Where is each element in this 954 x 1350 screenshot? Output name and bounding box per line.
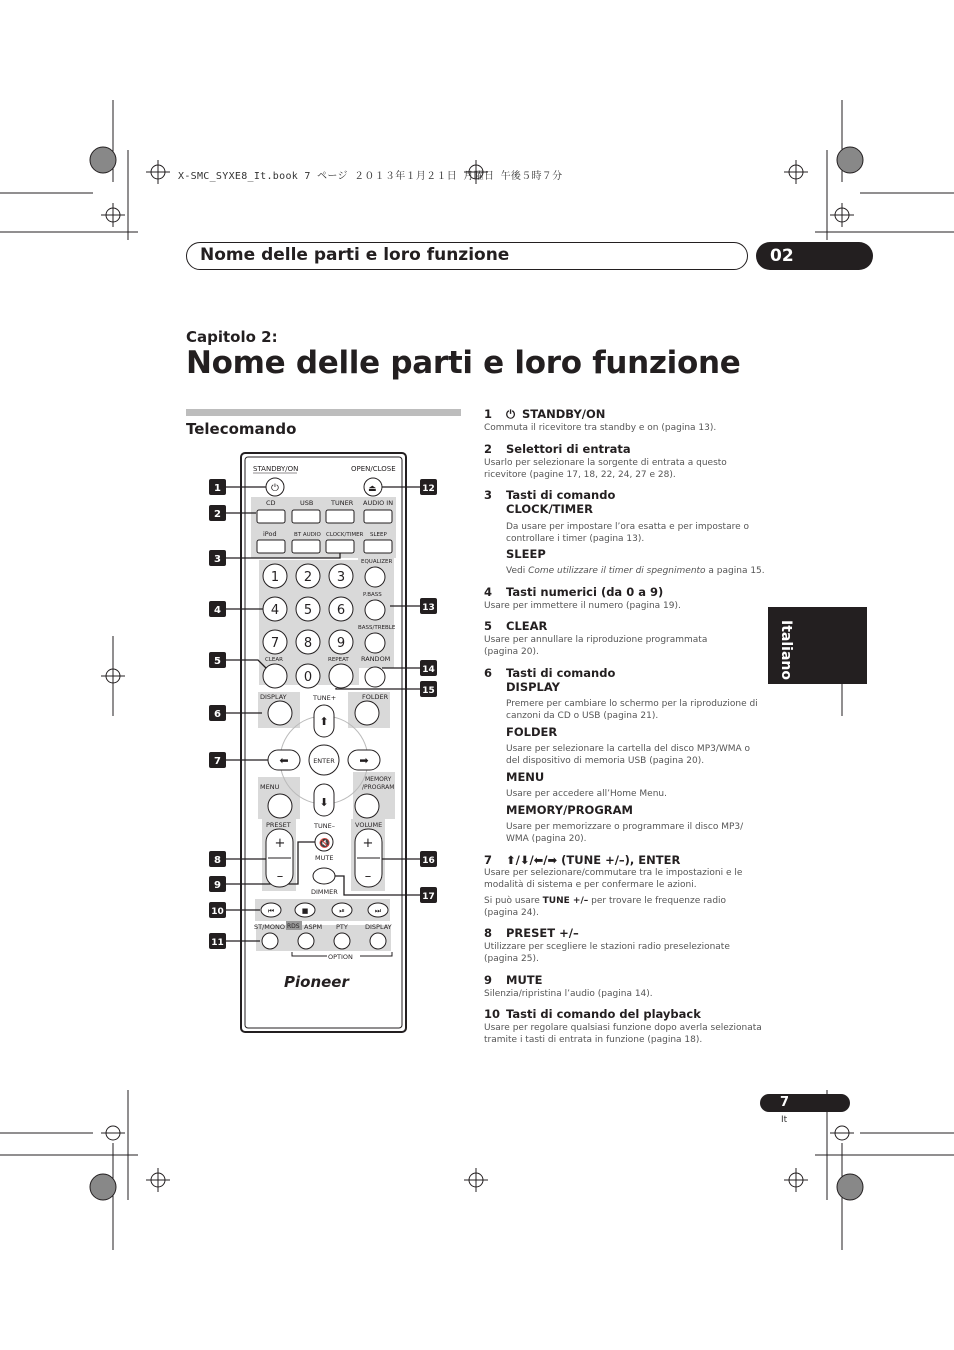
remote-illustration <box>200 450 460 1040</box>
preset-minus: – <box>276 869 284 884</box>
svg-text:⏏: ⏏ <box>368 484 377 494</box>
callout-11: 11 <box>211 938 224 948</box>
digit-9: 9 <box>336 636 346 651</box>
volume-plus: + <box>362 836 374 851</box>
item-9-desc: Silenzia/ripristina l’audio (pagina 14). <box>484 989 653 999</box>
label-sleep: SLEEP <box>370 532 387 538</box>
label-usb: USB <box>300 499 314 507</box>
svg-text:⬇: ⬇ <box>319 796 329 809</box>
item-6-heading: 6 Tasti di comando <box>484 666 616 680</box>
digit-7: 7 <box>270 636 280 651</box>
chapter-label: Capitolo 2: <box>186 328 278 346</box>
item-8-desc: Utilizzare per scegliere le stazioni radio preselezionate (pagina 25). <box>484 942 730 964</box>
item-4-desc: Usare per immettere il numero (pagina 19). <box>484 601 681 611</box>
item-3-subheading-clock: CLOCK/TIMER <box>506 502 593 516</box>
page-language: It <box>781 1115 788 1125</box>
digit-8: 8 <box>303 636 313 651</box>
label-random: RANDOM <box>361 655 391 663</box>
item-1-desc: Commuta il ricevitore tra standby e on (pagina 13). <box>484 423 717 433</box>
callout-12: 12 <box>422 484 435 494</box>
callout-6: 6 <box>214 709 221 720</box>
label-tuner: TUNER <box>331 499 354 507</box>
label-menu: MENU <box>260 783 280 791</box>
label-tune-minus: TUNE– <box>314 822 335 830</box>
item-4-heading: 4 Tasti numerici (da 0 a 9) <box>484 585 664 599</box>
label-repeat: REPEAT <box>328 657 349 663</box>
item-1-heading: 1 ⏻ STANDBY/ON <box>484 407 606 421</box>
item-8-heading: 8 PRESET +/– <box>484 926 579 940</box>
item-3-desc-sleep: Vedi Come utilizzare il timer di spegnimento a pagina 15. <box>506 566 765 576</box>
callout-16: 16 <box>422 856 435 866</box>
item-10-desc: Usare per regolare qualsiasi funzione dopo averla selezionata tramite i tasti di entrata in funzione (pagina 18). <box>484 1023 762 1045</box>
label-pbass: P.BASS <box>363 592 382 598</box>
label-dimmer: DIMMER <box>311 888 338 896</box>
digit-1: 1 <box>270 570 280 585</box>
volume-minus: – <box>364 869 372 884</box>
callout-1: 1 <box>214 483 221 494</box>
callout-7: 7 <box>214 756 221 767</box>
callout-10: 10 <box>211 907 224 917</box>
digit-0: 0 <box>303 670 313 685</box>
callout-2: 2 <box>214 509 221 520</box>
label-option: OPTION <box>328 953 353 961</box>
label-program: /PROGRAM <box>362 784 395 791</box>
item-7-extra: Si può usare TUNE +/– per trovare le frequenze radio (pagina 24). <box>484 896 727 918</box>
label-st-mono: ST/MONO <box>254 923 285 931</box>
item-3-desc-clock: Da usare per impostare l’ora esatta e per impostare o controllare i timer (pagina 13). <box>506 522 749 544</box>
item-7-desc: Usare per selezionare/commutare tra le impostazioni e le modalità di sistema e per confermare le azioni. <box>484 868 743 890</box>
power-icon: ⏻ <box>506 407 516 421</box>
svg-text:⬆: ⬆ <box>319 715 329 728</box>
label-cd: CD <box>266 499 276 507</box>
svg-text:⏯: ⏯ <box>339 907 345 915</box>
label-audio-in: AUDIO IN <box>363 499 394 507</box>
digit-6: 6 <box>336 603 346 618</box>
digit-5: 5 <box>303 603 313 618</box>
label-ipod: iPod <box>263 530 277 538</box>
svg-text:➡: ➡ <box>359 754 369 767</box>
page-number: 7 <box>780 1095 790 1110</box>
label-enter: ENTER <box>313 757 335 765</box>
item-5-desc: Usare per annullare la riproduzione programmata (pagina 20). <box>484 635 708 657</box>
preset-plus: + <box>274 836 286 851</box>
label-open-close: OPEN/CLOSE <box>351 465 396 473</box>
label-standby: STANDBY/ON <box>253 465 299 473</box>
label-equalizer: EQUALIZER <box>361 559 393 565</box>
label-display: DISPLAY <box>260 693 287 701</box>
item-5-heading: 5 CLEAR <box>484 619 548 633</box>
item-6-subheading-menu: MENU <box>506 770 545 784</box>
item-3-heading: 3 Tasti di comando <box>484 488 616 502</box>
svg-text:🔇: 🔇 <box>319 839 331 849</box>
digit-2: 2 <box>303 570 313 585</box>
svg-text:⏭: ⏭ <box>374 907 382 915</box>
svg-text:⬅: ⬅ <box>279 754 289 767</box>
label-volume: VOLUME <box>355 821 383 829</box>
callout-5: 5 <box>214 656 221 667</box>
page-number-pill <box>760 1094 850 1112</box>
digit-4: 4 <box>270 603 280 618</box>
label-bass-treble: BASS/TREBLE <box>358 625 396 631</box>
item-6-subheading-memory: MEMORY/PROGRAM <box>506 803 633 817</box>
item-9-heading: 9 MUTE <box>484 973 543 987</box>
item-3-subheading-sleep: SLEEP <box>506 547 546 561</box>
section-title: Telecomando <box>186 420 297 438</box>
item-6-desc-display: Premere per cambiare lo schermo per la riproduzione di canzoni da CD o USB (pagina 21). <box>506 699 758 721</box>
label-display-2: DISPLAY <box>365 923 392 931</box>
file-info-line: X-SMC_SYXE8_It.book 7 ページ ２０１３年１月２１日 月曜日 午後５時７分 <box>178 171 563 182</box>
brand-logo: Pioneer <box>284 973 349 991</box>
label-preset: PRESET <box>266 821 291 829</box>
item-10-heading: 10 Tasti di comando del playback <box>484 1007 701 1021</box>
label-tune-plus: TUNE+ <box>313 694 337 702</box>
item-6-desc-folder: Usare per selezionare la cartella del disco MP3/WMA o del dispositivo di memoria USB (pagina 20). <box>506 744 751 766</box>
item-6-desc-menu: Usare per accedere all’Home Menu. <box>506 789 667 799</box>
arrow-keys-icon: ⬆/⬇/⬅/➡ <box>506 853 562 867</box>
item-6-desc-memory: Usare per memorizzare o programmare il disco MP3/ WMA (pagina 20). <box>506 822 744 844</box>
item-7-heading: 7 ⬆/⬇/⬅/➡ (TUNE +/–), ENTER <box>484 853 681 867</box>
label-memory: MEMORY <box>365 776 392 783</box>
label-folder: FOLDER <box>362 693 389 701</box>
chapter-number: 02 <box>756 242 873 270</box>
label-bt-audio: BT AUDIO <box>294 532 321 538</box>
svg-text:⏮: ⏮ <box>267 907 275 915</box>
label-clear: CLEAR <box>265 657 283 663</box>
item-6-subheading-folder: FOLDER <box>506 725 558 739</box>
digit-3: 3 <box>336 570 346 585</box>
label-rds: RDS <box>287 923 300 930</box>
label-aspm: ASPM <box>304 923 323 931</box>
item-2-desc: Usarlo per selezionare la sorgente di entrata a questo ricevitore (pagine 17, 18, 22, 24, 27 e 28). <box>484 458 727 480</box>
callout-4: 4 <box>214 605 221 616</box>
item-6-subheading-display: DISPLAY <box>506 680 560 694</box>
callout-13: 13 <box>422 603 435 613</box>
callout-17: 17 <box>422 892 435 902</box>
label-mute: MUTE <box>315 854 334 862</box>
label-clock-timer: CLOCK/TIMER <box>326 532 364 538</box>
callout-15: 15 <box>422 686 435 696</box>
language-tab-label: Italiano <box>778 620 794 680</box>
page-title: Nome delle parti e loro funzione <box>186 345 741 381</box>
callout-9: 9 <box>214 880 221 891</box>
svg-text:⏻: ⏻ <box>271 483 279 494</box>
svg-text:■: ■ <box>301 907 309 915</box>
label-pty: PTY <box>336 923 348 931</box>
callout-3: 3 <box>214 554 221 565</box>
item-2-heading: 2 Selettori di entrata <box>484 442 631 456</box>
callout-8: 8 <box>214 855 221 866</box>
callout-14: 14 <box>422 665 435 675</box>
header-title: Nome delle parti e loro funzione <box>200 245 510 265</box>
section-rule <box>186 409 461 416</box>
